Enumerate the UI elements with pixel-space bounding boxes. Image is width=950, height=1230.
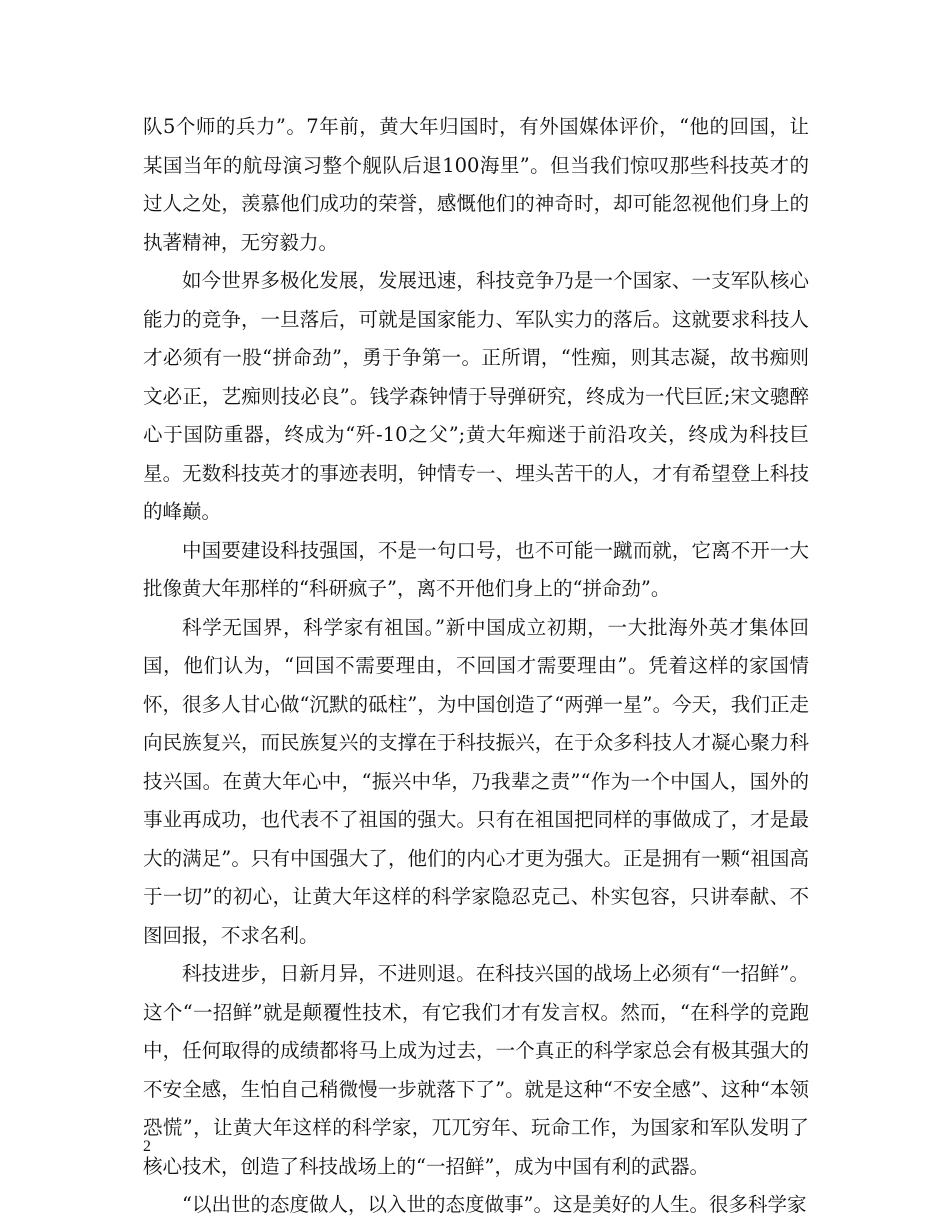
paragraph-3: 中国要建设科技强国，不是一句口号，也不可能一蹴而就，它离不开一大批像黄大年那样的“科研疯子”，离不开他们身上的“拼命劲”。 xyxy=(143,538,809,600)
paragraph-6: “以出世的态度做人，以入世的态度做事”。这是美好的人生。很多科学家 xyxy=(182,1193,807,1216)
paragraph-2: 如今世界多极化发展，发展迅速，科技竞争乃是一个国家、一支军队核心能力的竞争，一旦落后，可就是国家能力、军队实力的落后。这就要求科技人才必须有一股“拼命劲”，勇于争第一。正所谓，“性痴，则其志凝，故书痴则文必正，艺痴则技必良”。钱学森钟情于导弹研究，终成为一代巨匠;宋文骢醉心于国防重器，终成为“歼-10之父”;黄大年痴迷于前沿攻关，终成为科技巨星。无数科技英才的事迹表明，钟情专一、埋头苦干的人，才有希望登上科技的峰巅。 xyxy=(143,269,809,523)
page-number: 2 xyxy=(143,1138,151,1155)
paragraph-4: 科学无国界，科学家有祖国。”新中国成立初期，一大批海外英才集体回国，他们认为，“回国不需要理由，不回国才需要理由”。凭着这样的家国情怀，很多人甘心做“沉默的砥柱”，为中国创造了“两弹一星”。今天，我们正走向民族复兴，而民族复兴的支撑在于科技振兴，在于众多科技人才凝心聚力科技兴国。在黄大年心中，“振兴中华，乃我辈之责”“作为一个中国人，国外的事业再成功，也代表不了祖国的强大。只有在祖国把同样的事做成了，才是最大的满足”。只有中国强大了，他们的内心才更为强大。正是拥有一颗“祖国高于一切”的初心，让黄大年这样的科学家隐忍克己、朴实包容，只讲奉献、不图回报，不求名利。 xyxy=(143,615,809,947)
document-body xyxy=(143,108,809,1225)
paragraph-1: 队5个师的兵力”。7年前，黄大年归国时，有外国媒体评价，“他的回国，让某国当年的航母演习整个舰队后退100海里”。但当我们惊叹那些科技英才的过人之处，羡慕他们成功的荣誉，感慨他们的神奇时，却可能忽视他们身上的执著精神，无穷毅力。 xyxy=(143,115,809,254)
paragraph-5: 科技进步，日新月异，不进则退。在科技兴国的战场上必须有“一招鲜”。这个“一招鲜”就是颠覆性技术，有它我们才有发言权。然而，“在科学的竞跑中，任何取得的成绩都将马上成为过去，一个真正的科学家总会有极其强大的不安全感，生怕自己稍微慢一步就落下了”。就是这种“不安全感”、这种“本领恐慌”，让黄大年这样的科学家，兀兀穷年、玩命工作，为国家和军队发明了核心技术，创造了科技战场上的“一招鲜”，成为中国有利的武器。 xyxy=(143,962,809,1178)
